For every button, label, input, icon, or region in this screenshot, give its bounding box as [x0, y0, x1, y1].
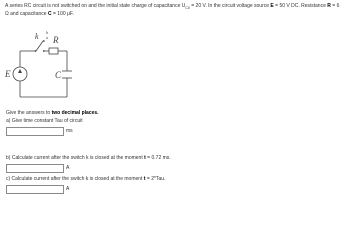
source-label: E: [5, 69, 11, 79]
answer-b-unit: A: [66, 165, 70, 171]
switch-top-label: b: [46, 30, 48, 35]
switch-bottom-label: a: [46, 35, 48, 40]
resistor-label: R: [53, 35, 59, 45]
answer-a-input[interactable]: [6, 127, 64, 136]
answer-b-input[interactable]: [6, 164, 64, 173]
problem-line-2: Ω and capacitance C = 100 μF.: [5, 11, 74, 18]
problem-line-1: A series RC circuit is not switched on and the initial state charge of capacitance $U_{C0} = 20$ V. In the circuit voltage source E = 50 V DC. Resistance R = 6: [5, 3, 340, 10]
answer-c-input[interactable]: [6, 185, 64, 194]
question-a-label: a) Give time constant Tau of circuit: [6, 118, 83, 124]
capacitor-label: C: [55, 70, 62, 80]
question-b-label: b) Calculate current after the switch k is closed at the moment t = 0.72 ms.: [6, 155, 171, 161]
question-c-label: c) Calculate current after the switch k is closed at the moment t = 2*Tau.: [6, 176, 166, 182]
rc-circuit-diagram: [5, 27, 85, 103]
answer-c-unit: A: [66, 186, 70, 192]
problem-statement: [5, 3, 345, 18]
switch-label: k: [35, 32, 39, 41]
answer-instruction: Give the answers to two decimal places.: [6, 110, 99, 116]
answer-a-unit: ms: [66, 128, 73, 134]
